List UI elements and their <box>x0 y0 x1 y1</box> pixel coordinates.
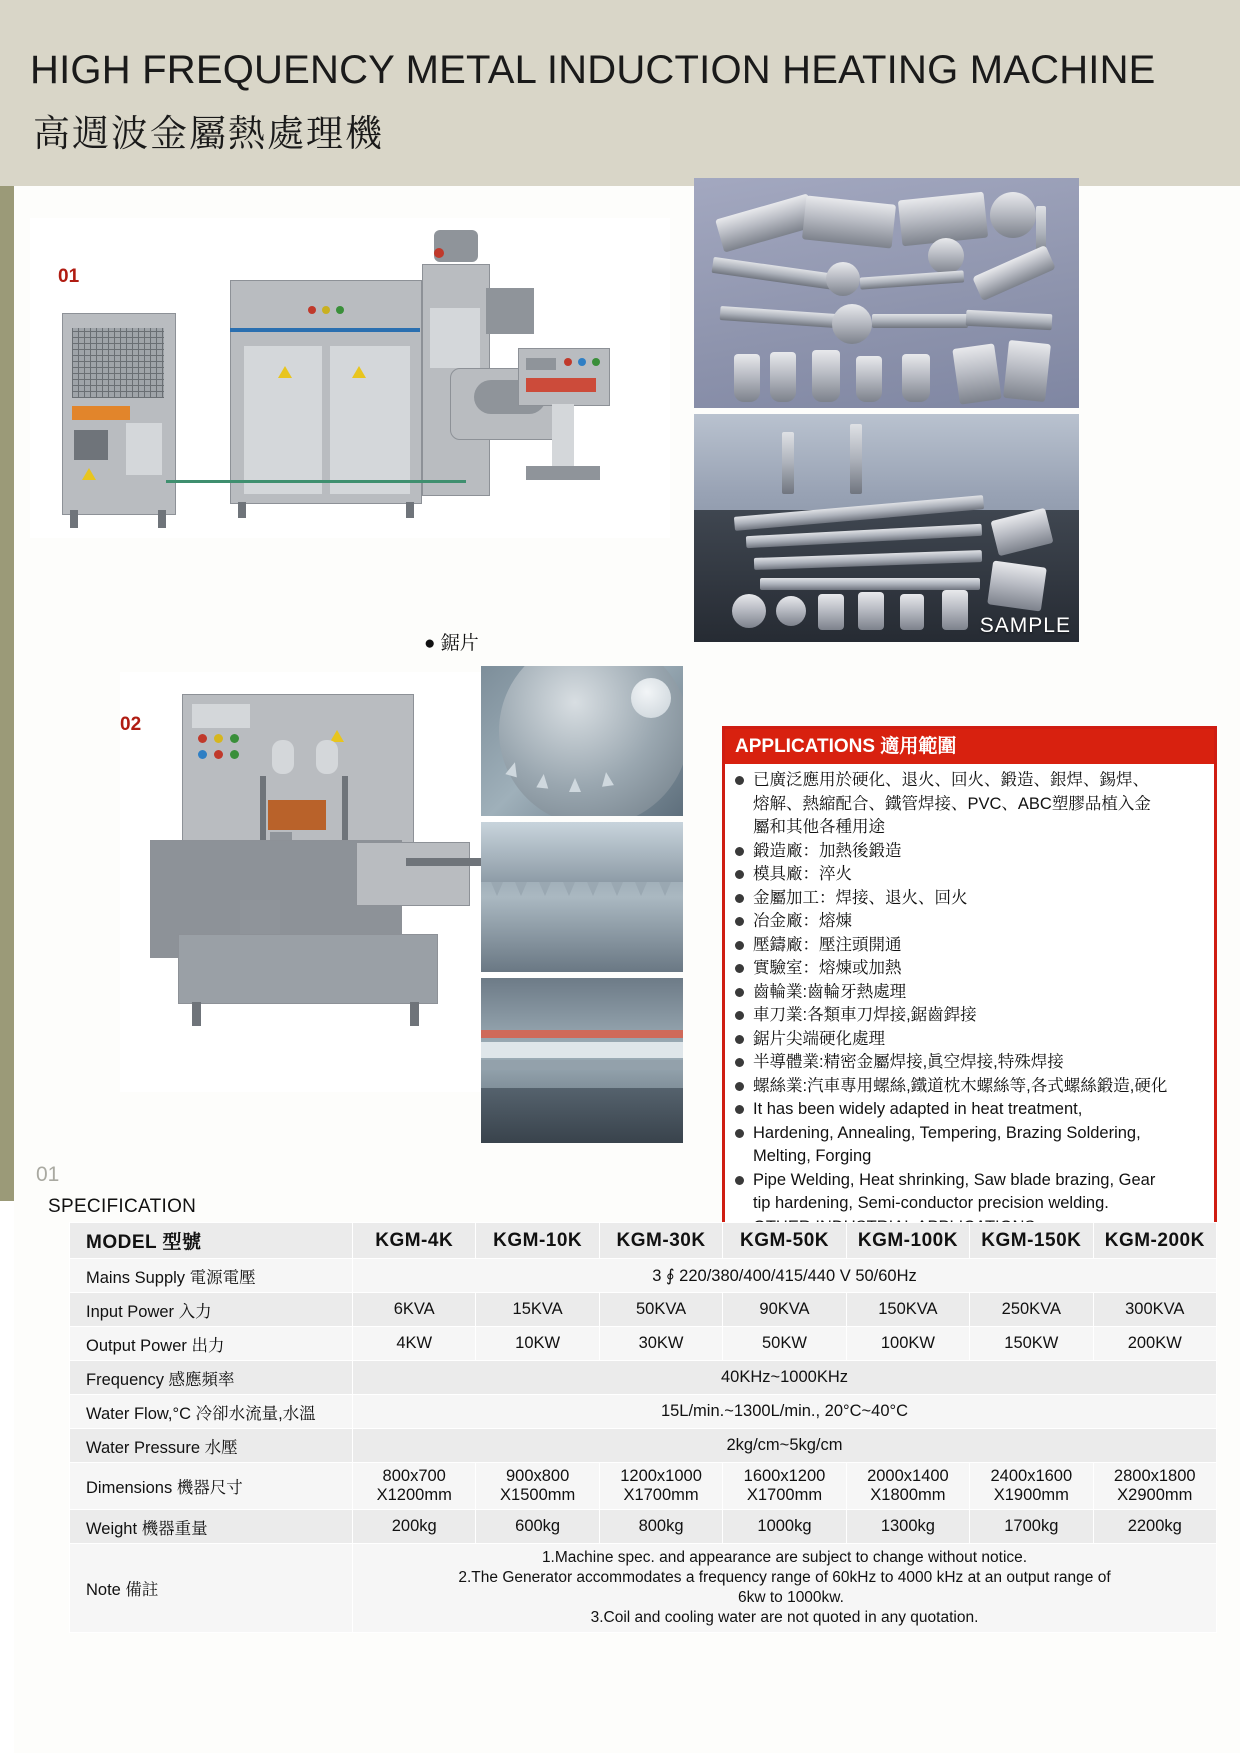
value-mains-supply: 3 ∮ 220/380/400/415/440 V 50/60Hz <box>353 1259 1217 1293</box>
application-item <box>733 887 1211 910</box>
application-item-label: 實驗室：熔煉或加熱 <box>753 959 902 977</box>
application-item-label: 齒輪業:齒輪牙熱處理 <box>753 982 907 1001</box>
machine-01-photo <box>30 218 670 538</box>
model-kgm-50k: KGM-50K <box>723 1223 846 1259</box>
note-line: 2.The Generator accommodates a frequency range of 60kHz to 4000 kHz at an output range of <box>458 1569 1111 1586</box>
bullet-icon <box>735 941 744 950</box>
note-line: 1.Machine spec. and appearance are subject to change without notice. <box>541 1549 1028 1566</box>
dimensions-30k: 1200x1000 X1700mm <box>599 1463 722 1510</box>
application-item-label: 金屬加工：焊接、退火、回火 <box>753 888 968 907</box>
weight-100k: 1300kg <box>846 1510 969 1544</box>
sample-parts-photo-top <box>694 178 1079 408</box>
application-item-label: 已廣泛應用於硬化、退火、回火、鍛造、銀焊、錫焊、 <box>753 771 1149 789</box>
dimensions-4k: 800x700 X1200mm <box>353 1463 476 1510</box>
table-row-input-power <box>70 1293 1217 1327</box>
bullet-icon <box>735 1011 744 1020</box>
row-label-weight: Weight 機器重量 <box>70 1510 353 1544</box>
bullet-icon <box>735 847 744 856</box>
application-item <box>733 1145 1211 1168</box>
application-item-label: 鋸片尖端硬化處理 <box>753 1029 885 1048</box>
application-item-label: 熔解、熱縮配合、鐵管焊接、PVC、ABC塑膠品植入金 <box>753 794 1151 813</box>
table-row-weight <box>70 1510 1217 1544</box>
model-kgm-10k: KGM-10K <box>476 1223 599 1259</box>
table-row-water-flow <box>70 1395 1217 1429</box>
input-power-100k: 150KVA <box>846 1293 969 1327</box>
application-item-label: 屬和其他各種用途 <box>753 818 885 836</box>
bullet-icon <box>735 1058 744 1067</box>
table-row-output-power <box>70 1327 1217 1361</box>
value-frequency: 40KHz~1000KHz <box>353 1361 1217 1395</box>
input-power-10k: 15KVA <box>476 1293 599 1327</box>
table-row-frequency <box>70 1361 1217 1395</box>
application-item <box>733 957 1211 980</box>
application-item <box>733 1098 1211 1121</box>
application-item <box>733 816 1211 839</box>
application-item <box>733 1122 1211 1145</box>
output-power-200k: 200KW <box>1093 1327 1216 1361</box>
value-water-flow: 15L/min.~1300L/min., 20°C~40°C <box>353 1395 1217 1429</box>
machine-02-number: 02 <box>120 714 142 735</box>
saw-blade-photo-teeth <box>481 822 683 972</box>
page-header <box>0 0 1240 186</box>
note-line: 6kw to 1000kw. <box>725 1589 844 1606</box>
applications-header: APPLICATIONS 適用範圍 <box>725 729 1214 764</box>
input-power-4k: 6KVA <box>353 1293 476 1327</box>
application-item-label: Hardening, Annealing, Tempering, Brazing Soldering, <box>753 1123 1141 1142</box>
model-kgm-4k: KGM-4K <box>353 1223 476 1259</box>
left-white-stripe <box>0 1201 14 1753</box>
machine-01-number: 01 <box>58 266 80 287</box>
model-kgm-150k: KGM-150K <box>970 1223 1093 1259</box>
dimensions-200k: 2800x1800 X2900mm <box>1093 1463 1216 1510</box>
bullet-icon <box>735 870 744 879</box>
application-item-label: 冶金廠：熔煉 <box>753 912 852 930</box>
row-label-input-power: Input Power 入力 <box>70 1293 353 1327</box>
application-item <box>733 769 1211 792</box>
bullet-icon <box>735 1082 744 1091</box>
row-label-note: Note 備註 <box>70 1544 353 1633</box>
page-title-english: HIGH FREQUENCY METAL INDUCTION HEATING MACHINE <box>30 48 1156 92</box>
application-item-label: It has been widely adapted in heat treatment, <box>753 1100 1083 1118</box>
output-power-50k: 50KW <box>723 1327 846 1361</box>
bullet-icon <box>735 917 744 926</box>
row-label-water-flow: Water Flow,°C 冷卻水流量,水溫 <box>70 1395 353 1429</box>
table-row-note <box>70 1544 1217 1633</box>
row-label-water-pressure: Water Pressure 水壓 <box>70 1429 353 1463</box>
input-power-200k: 300KVA <box>1093 1293 1216 1327</box>
application-item-label: 半導體業:精密金屬焊接,眞空焊接,特殊焊接 <box>753 1053 1064 1071</box>
output-power-10k: 10KW <box>476 1327 599 1361</box>
application-item <box>733 981 1211 1004</box>
model-kgm-100k: KGM-100K <box>846 1223 969 1259</box>
input-power-50k: 90KVA <box>723 1293 846 1327</box>
dimensions-50k: 1600x1200 X1700mm <box>723 1463 846 1510</box>
model-kgm-30k: KGM-30K <box>599 1223 722 1259</box>
weight-200k: 2200kg <box>1093 1510 1216 1544</box>
bullet-icon <box>735 1035 744 1044</box>
weight-4k: 200kg <box>353 1510 476 1544</box>
weight-10k: 600kg <box>476 1510 599 1544</box>
row-label-dimensions: Dimensions 機器尺寸 <box>70 1463 353 1510</box>
page-index-label: 01 <box>36 1163 60 1186</box>
application-item-label: Pipe Welding, Heat shrinking, Saw blade brazing, Gear <box>753 1170 1156 1189</box>
application-item <box>733 910 1211 933</box>
specification-table <box>69 1222 1217 1633</box>
input-power-150k: 250KVA <box>970 1293 1093 1327</box>
application-item-label: 鍛造廠：加熱後鍛造 <box>753 841 902 860</box>
weight-30k: 800kg <box>599 1510 722 1544</box>
row-label-model: MODEL 型號 <box>70 1223 353 1259</box>
dimensions-100k: 2000x1400 X1800mm <box>846 1463 969 1510</box>
note-text <box>353 1544 1217 1633</box>
table-row-dimensions <box>70 1463 1217 1510</box>
model-kgm-200k: KGM-200K <box>1093 1223 1216 1259</box>
row-label-output-power: Output Power 出力 <box>70 1327 353 1361</box>
table-row-water-pressure <box>70 1429 1217 1463</box>
specification-title: SPECIFICATION <box>48 1196 197 1217</box>
machine-02-photo <box>120 672 520 1092</box>
sample-caption: SAMPLE <box>979 614 1071 637</box>
note-line: 3.Coil and cooling water are not quoted in any quotation. <box>590 1609 979 1626</box>
bullet-icon <box>735 894 744 903</box>
bullet-icon <box>735 776 744 785</box>
application-item-label: 螺絲業:汽車專用螺絲,鐵道枕木螺絲等,各式螺絲鍛造,硬化 <box>753 1076 1168 1095</box>
bullet-icon <box>735 964 744 973</box>
application-item <box>733 1004 1211 1027</box>
saw-blade-label: ● 鋸片 <box>424 633 479 654</box>
application-item <box>733 1028 1211 1051</box>
applications-list <box>733 769 1211 1239</box>
application-item-label: 車刀業:各類車刀焊接,鋸齒銲接 <box>753 1006 977 1024</box>
application-item-label: 模具廠：淬火 <box>753 865 852 883</box>
saw-blade-photo-circular <box>481 666 683 816</box>
weight-150k: 1700kg <box>970 1510 1093 1544</box>
bullet-icon <box>735 1129 744 1138</box>
application-item-label: Melting, Forging <box>753 1147 872 1165</box>
specification-section <box>22 1196 1218 1741</box>
bullet-icon <box>735 1176 744 1185</box>
application-item <box>733 863 1211 886</box>
table-row-model <box>70 1223 1217 1259</box>
bullet-icon <box>735 988 744 997</box>
value-water-pressure: 2kg/cm~5kg/cm <box>353 1429 1217 1463</box>
application-item <box>733 1051 1211 1074</box>
weight-50k: 1000kg <box>723 1510 846 1544</box>
application-item-label: tip hardening, Semi-conductor precision welding. <box>753 1194 1109 1212</box>
application-item <box>733 1075 1211 1098</box>
output-power-30k: 30KW <box>599 1327 722 1361</box>
input-power-30k: 50KVA <box>599 1293 722 1327</box>
left-olive-stripe <box>0 186 14 1201</box>
saw-blade-photo-edge <box>481 978 683 1143</box>
dimensions-150k: 2400x1600 X1900mm <box>970 1463 1093 1510</box>
application-item-label: 壓鑄廠：壓注頭開通 <box>753 935 902 954</box>
application-item <box>733 934 1211 957</box>
dimensions-10k: 900x800 X1500mm <box>476 1463 599 1510</box>
page-title-chinese: 高週波金屬熱處理機 <box>33 113 384 154</box>
bullet-icon <box>735 1105 744 1114</box>
row-label-frequency: Frequency 感應頻率 <box>70 1361 353 1395</box>
row-label-mains-supply: Mains Supply 電源電壓 <box>70 1259 353 1293</box>
application-item <box>733 793 1211 816</box>
output-power-100k: 100KW <box>846 1327 969 1361</box>
application-item <box>733 1169 1211 1192</box>
output-power-150k: 150KW <box>970 1327 1093 1361</box>
output-power-4k: 4KW <box>353 1327 476 1361</box>
table-row-mains-supply <box>70 1259 1217 1293</box>
application-item <box>733 840 1211 863</box>
sample-parts-photo-bottom <box>694 414 1079 642</box>
